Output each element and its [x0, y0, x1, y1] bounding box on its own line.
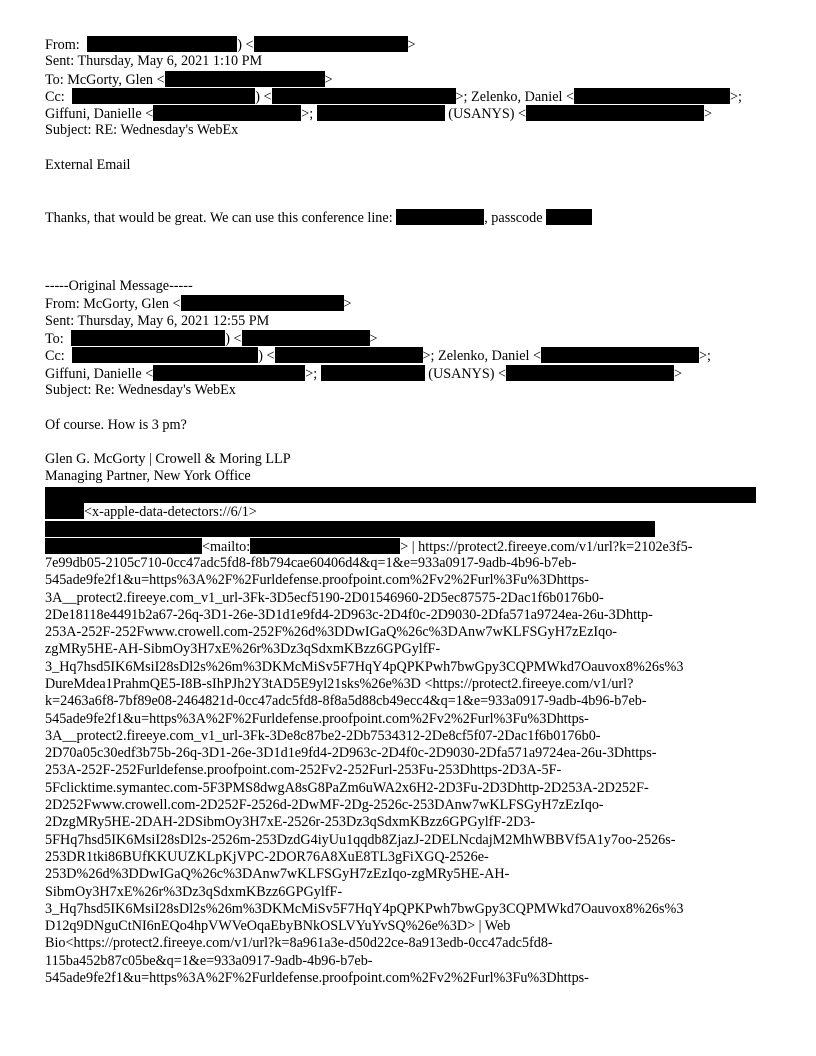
redaction — [541, 347, 699, 363]
url-line[interactable]: Bio<https://protect2.fireeye.com/v1/url?k=8a961a3e-d50d22ce-8a913edb-0cc47adc5fd8- — [45, 935, 553, 952]
angle-close: > — [324, 71, 333, 88]
cc-zelenko: ; Zelenko, Daniel < — [430, 348, 541, 365]
angle-close: > — [343, 296, 352, 313]
url-line[interactable]: zgMRy5HE-AH-SibmOy3H7xE%26r%3Dz3qSdxmKBzz6GPGylfF- — [45, 641, 441, 658]
angle-open: ) < — [255, 88, 272, 105]
cc-line-2 — [45, 105, 785, 122]
from-label: From: — [45, 37, 80, 53]
from-line — [45, 36, 785, 53]
url-line[interactable]: k=2463a6f8-7bf89e08-2464821d-0cc47adc5fd8-8f8a5d88cb49ecc4&q=1&e=933a0917-9adb-4b96-b7eb- — [45, 693, 647, 710]
original-message-header: -----Original Message----- — [45, 278, 193, 295]
redaction — [275, 347, 423, 363]
cc-usanys: (USANYS) < — [444, 106, 527, 123]
url-line[interactable]: 7e99db05-2105c710-0cc47adc5fd8-f8b794cae60406d4&q=1&e=933a0917-9adb-4b96-b7eb- — [45, 554, 577, 571]
to-label: To: McGorty, Glen < — [45, 71, 165, 88]
url-line[interactable]: DureMdea1PrahmQE5-I8B-sIhPJh2Y3tAD5E9yl21sks%26e%3D <https://protect2.fireeye.com/v1/url? — [45, 675, 634, 692]
angle-open: ) < — [258, 348, 275, 365]
url-line[interactable]: 5FHq7hsd5IK6MsiI28sDl2s-2526m-253DzdG4iyUu1qqdb8ZjazJ-2DELNcdajM2MhWBBVf5A1y7oo-2526s- — [45, 831, 676, 848]
to-line-2 — [45, 330, 785, 347]
redaction — [72, 88, 255, 104]
angle-open: ) < — [225, 331, 242, 348]
url-line[interactable]: 545ade9fe2f1&u=https%3A%2F%2Furldefense.proofpoint.com%2Fv2%2Furl%3Fu%3Dhttps- — [45, 572, 589, 589]
angle-close: > — [407, 37, 416, 53]
redaction — [574, 88, 730, 104]
angle-close: > — [455, 88, 464, 105]
redaction — [45, 521, 655, 537]
from-label: From: McGorty, Glen < — [45, 296, 181, 313]
sent-line: Sent: Thursday, May 6, 2021 1:10 PM — [45, 53, 263, 70]
redaction — [526, 105, 704, 121]
url-line[interactable]: 2DzgMRy5HE-2DAH-2DSibmOy3H7xE-2526r-253Dz3qSdxmKBzz6GPGylfF-2D3- — [45, 814, 536, 831]
fireeye-link[interactable]: > | https://protect2.fireeye.com/v1/url?k=2102e3f5- — [400, 538, 693, 555]
data-detector-link[interactable]: <x-apple-data-detectors://6/1> — [84, 504, 257, 521]
angle-close-semi: >; — [729, 88, 742, 105]
angle-close: > — [674, 365, 683, 382]
redaction — [272, 88, 456, 104]
subject-line: Subject: RE: Wednesday's WebEx — [45, 122, 239, 139]
signature-name: Glen G. McGorty | Crowell & Moring LLP — [45, 451, 291, 468]
url-block — [45, 555, 785, 987]
cc-line-4 — [45, 365, 785, 382]
angle-close: > — [704, 106, 713, 123]
url-line[interactable]: 253D%26d%3DDwIGaQ%26c%3DAnw7wKLFSGyH7zEzIqo-zgMRy5HE-AH- — [45, 866, 510, 883]
url-line[interactable]: SibmOy3H7xE%26r%3Dz3qSdxmKBzz6GPGylfF- — [45, 883, 343, 900]
url-line[interactable]: 253A-252F-252Fwww.crowell.com-252F%26d%3DDwIGaQ%26c%3DAnw7wKLFSGyH7zEzIqo- — [45, 624, 618, 641]
links-first-line — [45, 538, 785, 555]
external-email-banner: External Email — [45, 157, 131, 174]
subject-line-2: Subject: Re: Wednesday's WebEx — [45, 381, 236, 398]
cc-zelenko: ; Zelenko, Daniel < — [463, 88, 574, 105]
url-line[interactable]: D12q9DNguCtNI6nEQo4hpVWVeOqaEbyBNkOSLVYuYvSQ%26e%3D> | Web — [45, 918, 511, 935]
redaction — [45, 487, 756, 503]
sent-line-2: Sent: Thursday, May 6, 2021 12:55 PM — [45, 312, 270, 329]
redaction — [396, 209, 484, 225]
url-line[interactable]: 253DR1tki86BUfKKUUZKLpKjVPC-2DOR76A8XuE8TL3gFiXGQ-2526e- — [45, 848, 489, 865]
angle-close-semi: >; — [698, 348, 711, 365]
redaction — [321, 365, 425, 381]
signature-title: Managing Partner, New York Office — [45, 468, 251, 485]
to-line — [45, 71, 785, 88]
body-text: Thanks, that would be great. We can use this conference line: — [45, 209, 397, 226]
url-line[interactable]: 2D252Fwww.crowell.com-2D252F-2526d-2DwMF-2Dg-2526c-253DAnw7wKLFSGyH7zEzIqo- — [45, 797, 604, 814]
redaction — [250, 538, 400, 554]
angle-close: > — [422, 348, 431, 365]
to-label: To: — [45, 331, 64, 348]
cc-giffuni: Giffuni, Danielle < — [45, 106, 154, 123]
redacted-line — [45, 520, 785, 537]
angle-close-semi: >; — [301, 106, 314, 123]
redaction — [153, 365, 305, 381]
redaction — [45, 538, 202, 554]
url-line[interactable]: 2D70a05c30edf3b75b-26q-3D1-26e-3D1d1e9fd4-2D963c-2D4f0c-2D9030-2Dfa571a9724ea-26u-3Dhttps- — [45, 745, 657, 762]
redaction — [71, 330, 225, 346]
redaction — [546, 209, 592, 225]
redaction — [87, 36, 237, 52]
url-line[interactable]: 5Fclicktime.symantec.com-5F3PMS8dwgA8sG8PaZm6uWA2x6H2-2D3Fu-2D3Dhttp-2D253A-2D252F- — [45, 779, 649, 796]
url-line[interactable]: 3A__protect2.fireeye.com_v1_url-3Fk-3D5ecf5190-2D01546960-2D5ec87575-2Dac1f6b0176b0- — [45, 589, 604, 606]
angle-open: ) < — [237, 37, 254, 53]
redaction — [45, 503, 84, 519]
email2-body: Of course. How is 3 pm? — [45, 416, 187, 433]
redaction — [254, 36, 408, 52]
redaction — [181, 295, 344, 311]
data-detector-line — [45, 503, 785, 520]
email1-body — [45, 209, 785, 226]
cc-giffuni: Giffuni, Danielle < — [45, 365, 154, 382]
cc-usanys: (USANYS) < — [424, 365, 507, 382]
redaction — [506, 365, 674, 381]
url-line[interactable]: 3_Hq7hsd5IK6MsiI28sDl2s%26m%3DKMcMiSv5F7HqY4pQPKPwh7bwGpy3CQPMWkd7Oauvox8%26s%3 — [45, 658, 684, 675]
from-line-2 — [45, 295, 785, 312]
redaction — [165, 71, 325, 87]
mailto-link[interactable]: <mailto: — [202, 538, 251, 555]
angle-close-semi: >; — [305, 365, 318, 382]
angle-close: > — [369, 331, 378, 348]
cc-line — [45, 88, 785, 105]
redaction — [153, 105, 301, 121]
url-line[interactable]: 253A-252F-252Furldefense.proofpoint.com-252Fv2-252Furl-253Fu-253Dhttps-2D3A-5F- — [45, 762, 562, 779]
passcode-label: , passcode — [484, 209, 547, 226]
url-line[interactable]: 115ba452b87c05be&q=1&e=933a0917-9adb-4b96-b7eb- — [45, 952, 373, 969]
url-line[interactable]: 2De18118e4491b2a67-26q-3D1-26e-3D1d1e9fd4-2D963c-2D4f0c-2D9030-2Dfa571a9724ea-26u-3Dhttp- — [45, 606, 653, 623]
url-line[interactable]: 3_Hq7hsd5IK6MsiI28sDl2s%26m%3DKMcMiSv5F7HqY4pQPKPwh7bwGpy3CQPMWkd7Oauvox8%26s%3 — [45, 900, 684, 917]
cc-label: Cc: — [45, 88, 65, 105]
email-document — [45, 36, 785, 987]
url-line[interactable]: 545ade9fe2f1&u=https%3A%2F%2Furldefense.proofpoint.com%2Fv2%2Furl%3Fu%3Dhttps- — [45, 970, 589, 987]
redaction — [242, 330, 370, 346]
redacted-line — [45, 486, 785, 503]
url-line[interactable]: 3A__protect2.fireeye.com_v1_url-3Fk-3De8c87be2-2Db7534312-2De8cf5f07-2Dac1f6b0176b0- — [45, 727, 601, 744]
url-line[interactable]: 545ade9fe2f1&u=https%3A%2F%2Furldefense.proofpoint.com%2Fv2%2Furl%3Fu%3Dhttps- — [45, 710, 589, 727]
redaction — [72, 347, 258, 363]
cc-label: Cc: — [45, 348, 65, 365]
redaction — [317, 105, 445, 121]
cc-line-3 — [45, 347, 785, 364]
